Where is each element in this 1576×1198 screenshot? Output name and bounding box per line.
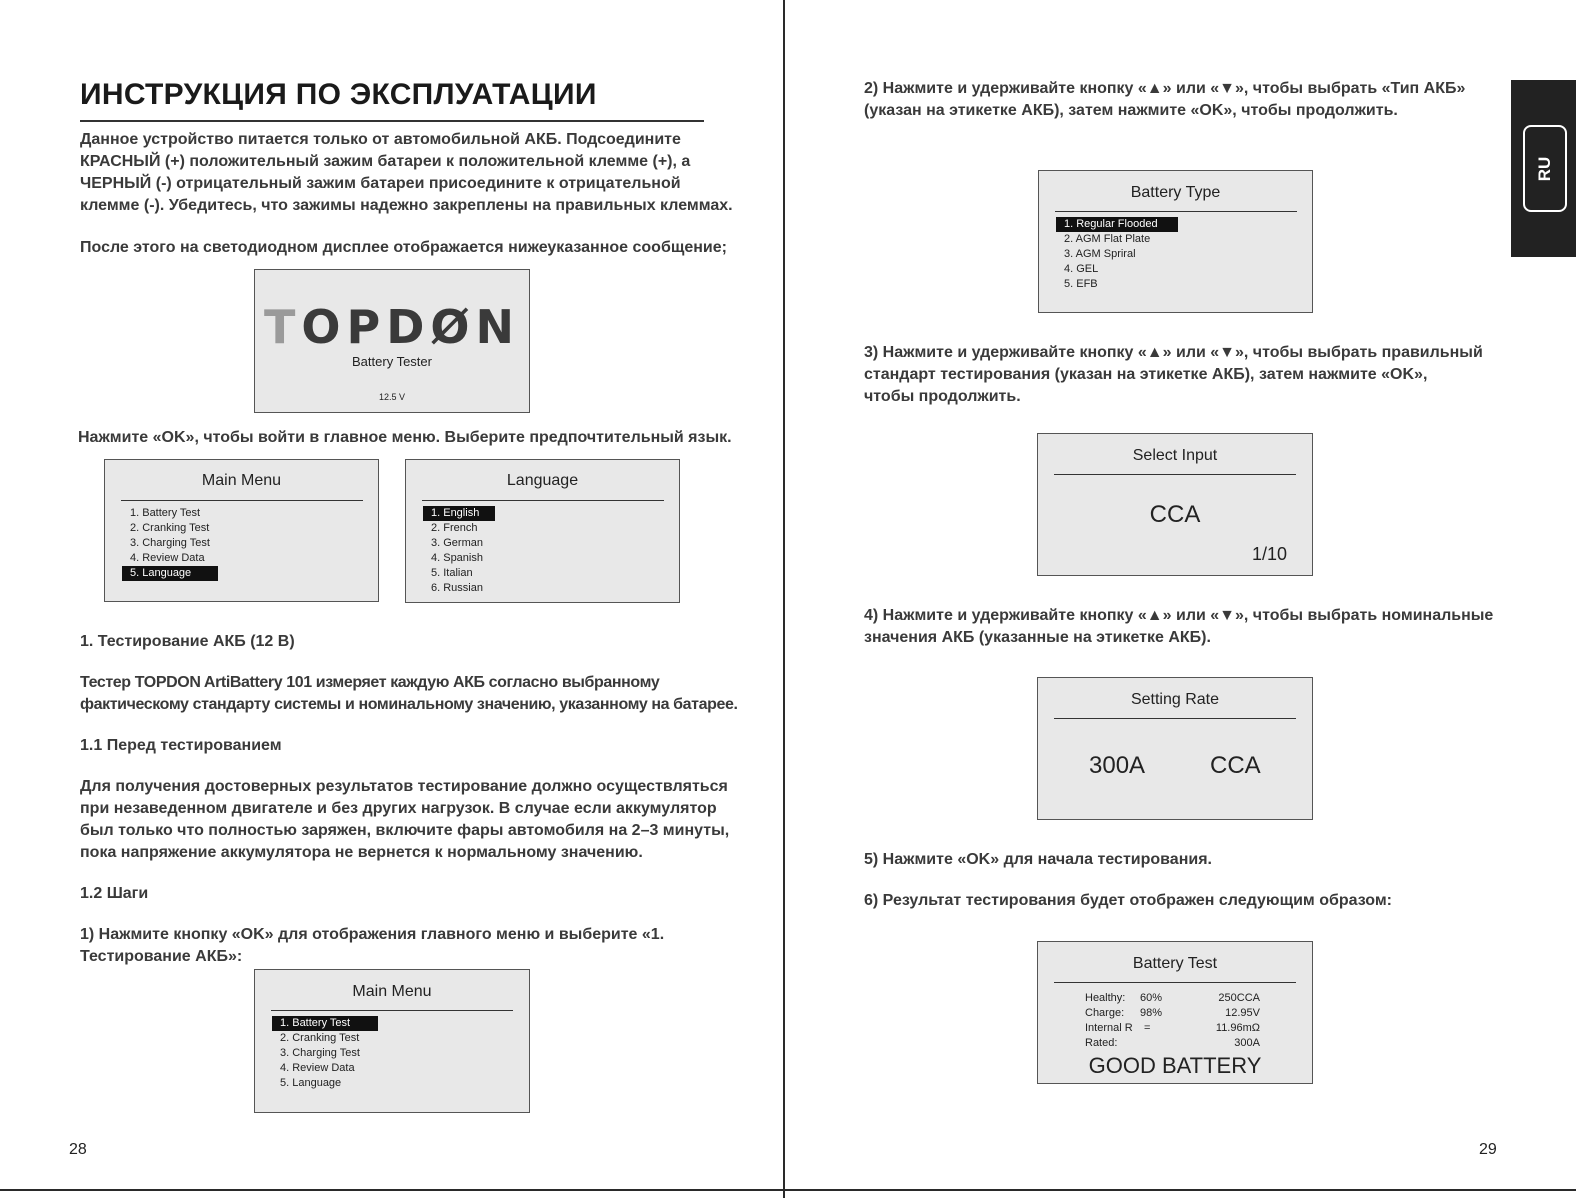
menu-item[interactable]: 5. Language [280,1077,342,1089]
text-line: стандарт тестирования (указан на этикетке АКБ), затем нажмите «OK», [864,366,1428,383]
menu-list [272,1016,378,1091]
language-item[interactable]: 4. Spanish [431,552,483,564]
menu-item[interactable]: 4. Review Data [130,552,205,564]
language-item[interactable]: 6. Russian [431,582,483,594]
battery-type-item[interactable]: 2. AGM Flat Plate [1064,233,1151,245]
screen-rule [1054,718,1296,719]
language-item[interactable]: 5. Italian [431,567,473,579]
text-line: Тестер TOPDON ArtiBattery 101 измеряет каждую АКБ согласно выбранному [80,674,660,691]
title-underline [80,120,704,122]
input-standard-value[interactable]: CCA [1149,501,1201,528]
text-line: пока напряжение аккумулятора не вернется к нормальному значению. [80,844,643,861]
battery-type-item[interactable]: 5. EFB [1064,278,1098,290]
rated-value: 300A [1234,1037,1260,1049]
text-line: при незаведенном двигателе и без других нагрузок. В случае если аккумулятор [80,800,717,817]
language-tab-pill [1523,125,1567,212]
text-line: ЧЕРНЫЙ (-) отрицательный зажим батареи присоедините к отрицательной [80,175,681,192]
tester-description [80,672,738,716]
splash-voltage: 12.5 V [378,392,406,402]
screen-rule [1054,982,1296,983]
rated-label: Rated: [1085,1037,1118,1049]
page-divider [783,0,785,1198]
step-4-text [864,605,1493,649]
rate-amps-value[interactable]: 300A [1089,752,1146,779]
step-1-text [80,924,664,968]
intro-paragraph [80,129,733,217]
screen-title: Main Menu [352,983,432,1000]
battery-type-item-selected[interactable]: 1. Regular Flooded [1056,217,1178,232]
menu-item[interactable]: 2. Cranking Test [280,1032,360,1044]
menu-item[interactable]: 2. Cranking Test [130,522,210,534]
healthy-label: Healthy: [1085,992,1126,1004]
screen-title: Battery Test [1132,955,1218,972]
screen-title: Main Menu [201,472,282,489]
internal-r-equals: = [1144,1022,1151,1034]
screen-rule [1054,474,1296,475]
result-values [1198,991,1260,1051]
step-6-text: 6) Результат тестирования будет отображен следующим образом: [864,892,1392,909]
step-3-text [864,342,1483,408]
result-mids [1140,991,1162,1036]
text-line: значения АКБ (указанные на этикетке АКБ). [864,629,1211,646]
internal-r-label: Internal R [1085,1022,1133,1034]
input-page-indicator: 1/10 [1252,544,1288,564]
language-side-tab [1511,80,1576,257]
screen-title: Battery Type [1130,184,1221,201]
menu-item[interactable]: 3. Charging Test [280,1047,360,1059]
before-test-paragraph [80,776,729,864]
menu-item-selected[interactable]: 5. Language [122,566,218,581]
screen-rule [271,1010,513,1011]
splash-subtitle: Battery Tester [352,354,432,369]
text-line: Тестирование АКБ»: [80,948,243,965]
menu-list [122,506,218,581]
language-item[interactable]: 3. German [431,537,483,549]
battery-type-screen [1038,170,1313,313]
section-heading: 1.1 Перед тестированием [80,737,282,754]
splash-screen [254,269,530,413]
rate-standard-value: CCA [1210,752,1261,779]
press-ok-text: Нажмите «OK», чтобы войти в главное меню. Выберите предпочтительный язык. [78,429,732,446]
page-title: ИНСТРУКЦИЯ ПО ЭКСПЛУАТАЦИИ [80,78,597,111]
text-line: Данное устройство питается только от автомобильной АКБ. Подсоедините [80,131,681,148]
text-line: чтобы продолжить. [864,388,1021,405]
screen-rule [121,500,363,501]
text-line: 4) Нажмите и удерживайте кнопку «▲» или «▼», чтобы выбрать номинальные [864,607,1494,624]
screen-rule [422,500,664,501]
menu-item-selected[interactable]: 1. Battery Test [272,1016,378,1031]
healthy-value: 250CCA [1218,992,1260,1004]
text-line: клемме (-). Убедитесь, что зажимы надежно закреплены на правильных клеммах. [80,197,733,214]
text-line: КРАСНЫЙ (+) положительный зажим батареи к положительной клемме (+), а [80,153,691,170]
battery-type-list [1056,217,1178,292]
text-line: Для получения достоверных результатов тестирование должно осуществляться [80,778,728,795]
screen-rule [1055,211,1297,212]
charge-value: 12.95V [1225,1007,1260,1019]
text-line: 2) Нажмите и удерживайте кнопку «▲» или «▼», чтобы выбрать «Тип АКБ» [864,80,1466,97]
bottom-rule [0,1189,1576,1191]
language-screen [405,459,680,603]
step-2-text [864,78,1465,122]
main-menu-screen-2 [254,969,530,1113]
menu-item[interactable]: 4. Review Data [280,1062,355,1074]
screen-title: Language [506,472,579,489]
logo-t: T [264,300,302,354]
logo-rest: OPDØN [301,300,520,354]
language-list [423,506,495,596]
internal-r-value: 11.96mΩ [1215,1022,1260,1034]
topdon-logo [255,300,529,354]
result-labels [1085,991,1133,1051]
main-menu-screen [104,459,379,602]
screen-title: Setting Rate [1130,691,1220,708]
language-item-selected[interactable]: 1. English [423,506,495,521]
charge-label: Charge: [1085,1007,1125,1019]
after-connect-text: После этого на светодиодном дисплее отображается нижеуказанное сообщение; [80,239,727,256]
section-heading: 1.2 Шаги [80,885,149,902]
setting-rate-screen [1037,677,1313,820]
screen-title: Select Input [1132,447,1218,464]
text-line: был только что полностью заряжен, включите фары автомобиля на 2–3 минуты, [80,822,730,839]
battery-type-item[interactable]: 3. AGM Spriral [1064,248,1136,260]
text-line: (указан на этикетке АКБ), затем нажмите «OK», чтобы продолжить. [864,102,1398,119]
step-5-text: 5) Нажмите «OK» для начала тестирования. [864,851,1212,868]
section-heading: 1. Тестирование АКБ (12 В) [80,633,295,650]
battery-verdict: GOOD BATTERY [1088,1053,1262,1078]
page-number-left: 28 [69,1141,87,1158]
text-line: 1) Нажмите кнопку «OK» для отображения главного меню и выберите «1. [80,926,665,943]
page-number-right: 29 [1479,1141,1497,1158]
text-line: фактическому стандарту системы и номинальному значению, указанному на батарее. [80,696,738,713]
charge-percent: 98% [1140,1007,1163,1019]
select-input-screen [1037,433,1313,576]
language-tab-label: RU [1535,156,1554,182]
language-item[interactable]: 2. French [431,522,478,534]
menu-item[interactable]: 3. Charging Test [130,537,210,549]
battery-test-result-screen [1037,941,1313,1084]
healthy-percent: 60% [1140,992,1163,1004]
battery-type-item[interactable]: 4. GEL [1064,263,1099,275]
text-line: 3) Нажмите и удерживайте кнопку «▲» или «▼», чтобы выбрать правильный [864,344,1483,361]
menu-item[interactable]: 1. Battery Test [130,507,201,519]
